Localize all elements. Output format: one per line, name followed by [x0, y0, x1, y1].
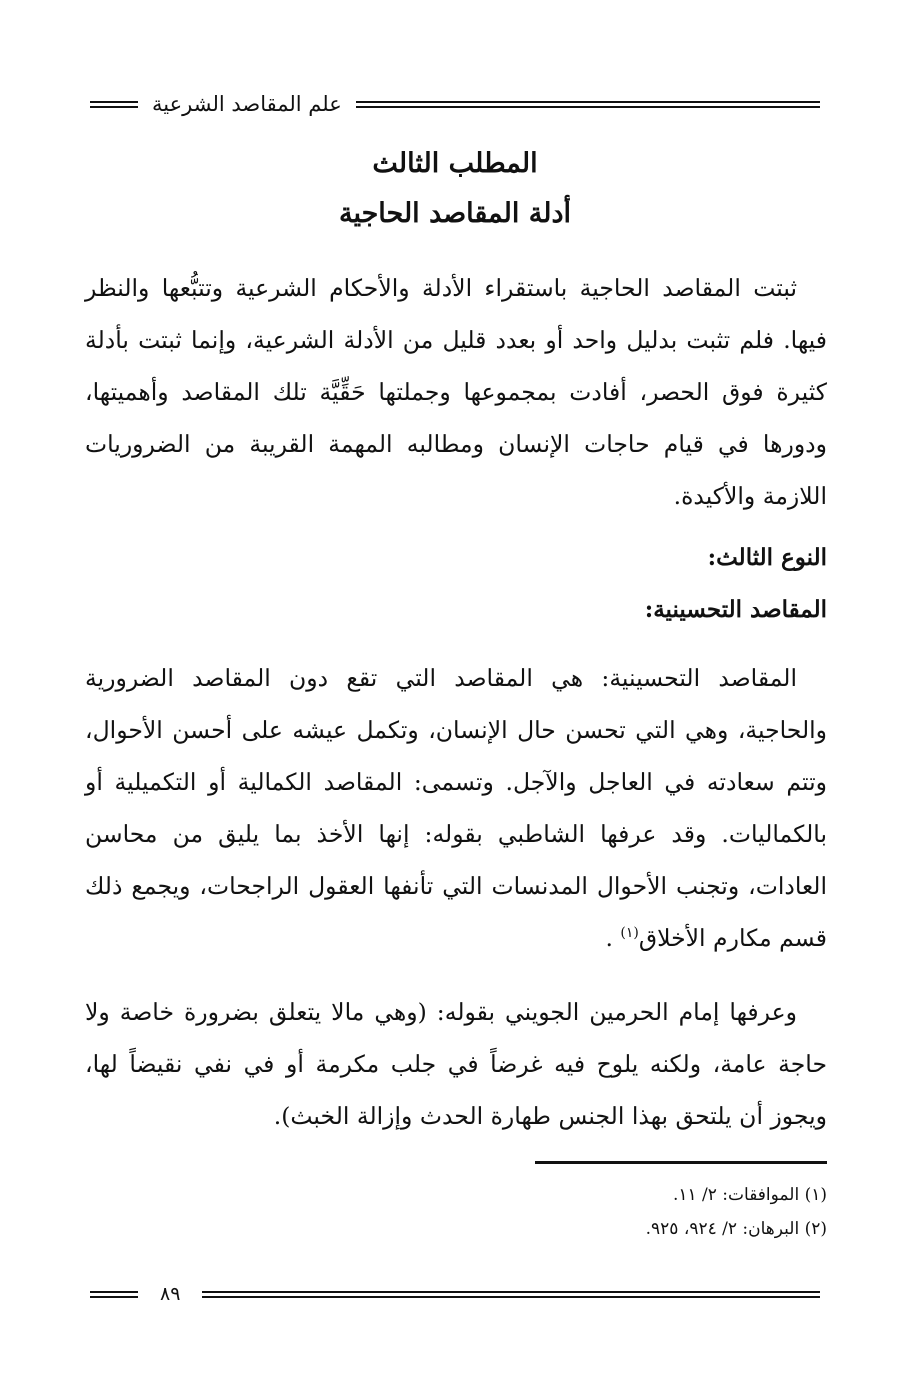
footnote-2: (٢) البرهان: ٢/ ٩٢٤، ٩٢٥. — [645, 1219, 827, 1239]
paragraph-2 — [85, 652, 827, 964]
header-rule-left — [90, 101, 138, 108]
paragraph-2-text: المقاصد التحسينية: هي المقاصد التي تقع دون المقاصد الضرورية والحاجية، وهي التي تحسن حال الإنسان، وتكمل عيشه على أحسن الأحوال، وتتم سعادته في العاجل والآجل. وتسمى: المقاصد الكمالية أو التكميلية أو بالكماليات. وقد عرفها الشاطبي بقوله: إنها الأخذ بما يليق من محاسن العادات، وتجنب الأحوال المدنسات التي تأنفها العقول الراجحات، ويجمع ذلك قسم مكارم الأخلاق — [85, 664, 827, 952]
section-title: أدلة المقاصد الحاجية — [338, 198, 572, 229]
subheading-type-three: النوع الثالث: — [707, 544, 827, 571]
paragraph-1 — [85, 262, 827, 522]
running-header — [90, 86, 820, 122]
footnotes — [85, 1178, 827, 1246]
header-rule-right — [356, 101, 820, 108]
running-footer — [90, 1278, 820, 1310]
paragraph-3 — [85, 986, 827, 1142]
paragraph-3-text: وعرفها إمام الحرمين الجويني بقوله: (وهي مالا يتعلق بضرورة خاصة ولا حاجة عامة، ولكنه يلوح فيه غرضاً في جلب مكرمة أو في نفي نقيضاً لها، ويجوز أن يلتحق بهذا الجنس طهارة الحدث وإزالة الخبث). — [85, 998, 827, 1130]
footnote-ref-1[interactable]: (١) — [620, 925, 639, 942]
footnote-1: (١) الموافقات: ٢/ ١١. — [672, 1185, 827, 1205]
paragraph-1-text: ثبتت المقاصد الحاجية باستقراء الأدلة والأحكام الشرعية وتتبُّعها والنظر فيها. فلم تثبت بدليل واحد أو بعدد قليل من الأدلة الشرعية، وإنما ثبتت بأدلة كثيرة فوق الحصر، أفادت بمجموعها وجملتها حَقِّيَّة تلك المقاصد وأهميتها، ودورها في قيام حاجات الإنسان ومطالبه المهمة القريبة من الضروريات اللازمة والأكيدة. — [85, 274, 827, 510]
page-number: ٨٩ — [160, 1283, 181, 1305]
footnote-separator — [535, 1161, 827, 1164]
running-title: علم المقاصد الشرعية — [152, 92, 342, 116]
footer-rule-left — [90, 1291, 138, 1298]
paragraph-2-end: . — [605, 924, 613, 952]
footer-rule-right — [202, 1291, 820, 1298]
section-label: المطلب الثالث — [372, 148, 538, 179]
subheading-tahsiniyya: المقاصد التحسينية: — [644, 596, 827, 623]
paragraph-2-body — [85, 652, 827, 964]
